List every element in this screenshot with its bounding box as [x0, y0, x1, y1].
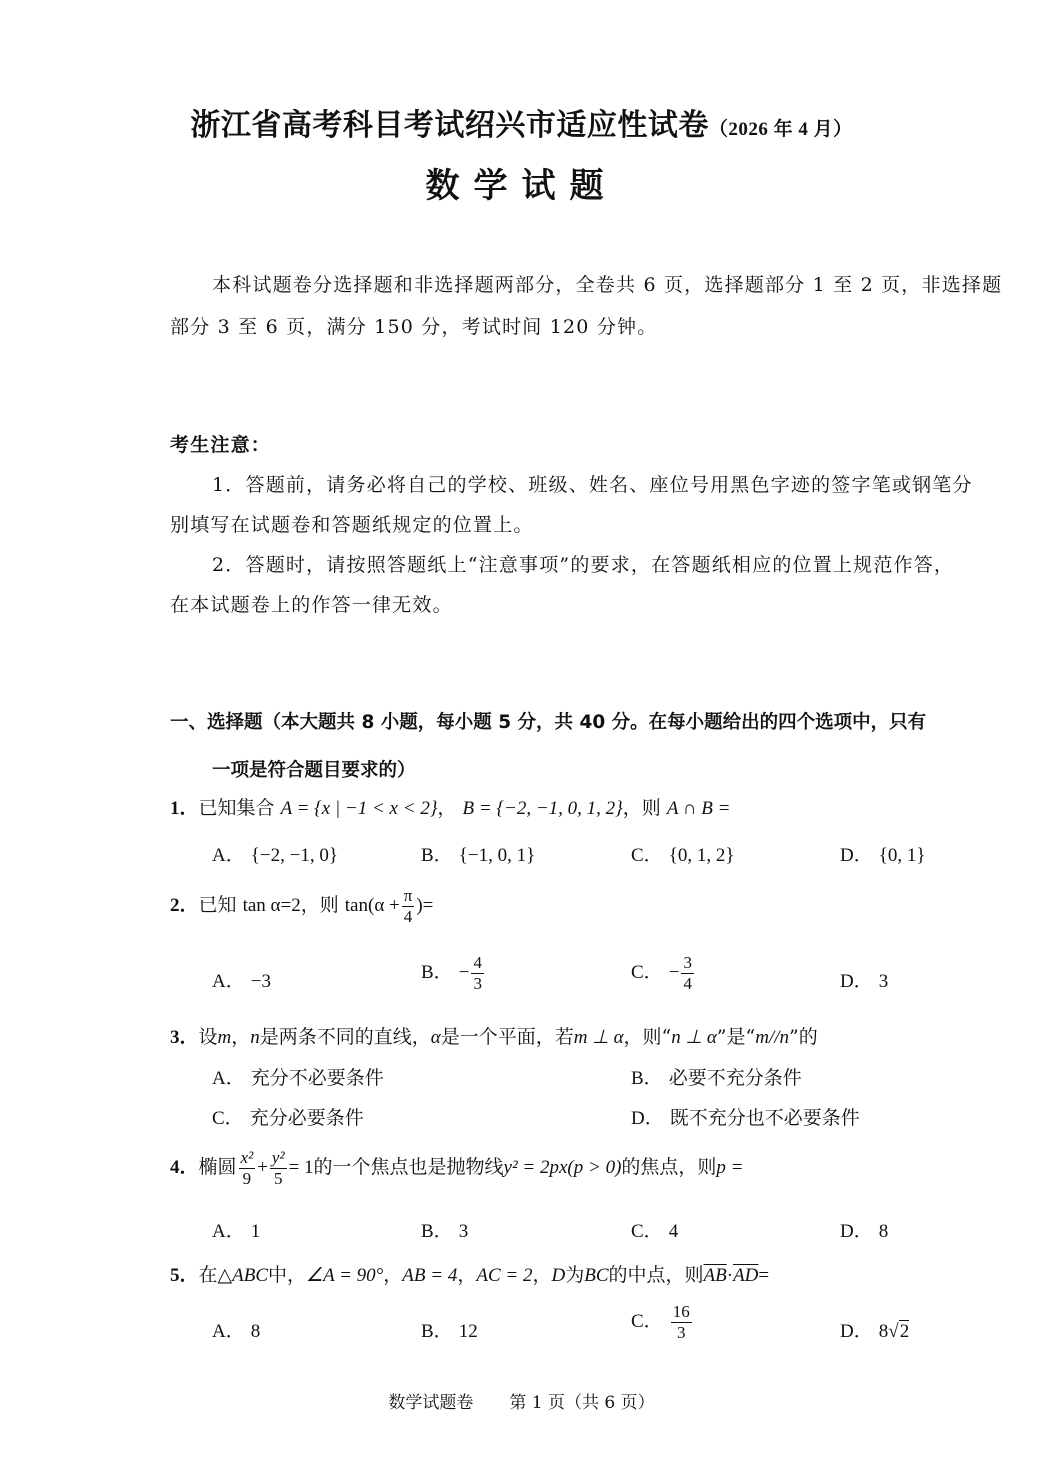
question-text: ， [532, 1264, 552, 1286]
q5-option-b [421, 1316, 478, 1343]
sqrt-symbol: √ [888, 1321, 899, 1342]
q3-option-d [631, 1103, 860, 1130]
option-label: D． [840, 971, 873, 992]
option-value: 充分必要条件 [249, 1107, 364, 1129]
fraction-numerator: y² [271, 1148, 285, 1167]
option-label: B． [421, 1221, 453, 1242]
q4-option-b [421, 1216, 468, 1243]
question-text: 中， [268, 1264, 307, 1286]
footer-page-number: 第 1 页（共 6 页） [509, 1393, 655, 1413]
option-label: B． [421, 845, 453, 866]
q5-option-d [840, 1316, 909, 1343]
q3-option-a [212, 1063, 384, 1090]
fraction-numerator: 16 [672, 1302, 690, 1321]
question-text: 为 [565, 1264, 585, 1286]
option-sign: − [458, 962, 470, 984]
question-text: ， [383, 1264, 403, 1286]
option-value: {0, 1} [878, 845, 926, 866]
parabola-equation: y² = 2px(p > 0) [503, 1157, 622, 1179]
vector-ab: $\overline{AB}$ [703, 1265, 727, 1286]
question-1 [170, 793, 731, 820]
exam-title [0, 100, 1043, 144]
q1-option-c [631, 840, 734, 867]
fraction-numerator: π [403, 886, 413, 905]
notice-item-1-line-2: 别填写在试题卷和答题纸规定的位置上。 [170, 514, 534, 536]
option-label: A． [212, 971, 245, 992]
vector-ad: $\overline{AD}$ [733, 1265, 759, 1286]
dot-operator: · [726, 1265, 734, 1286]
intro-line-2: 部分 3 至 6 页，满分 150 分，考试时间 120 分钟。 [170, 316, 658, 338]
option-value: 12 [458, 1321, 478, 1342]
question-text: ，则 [300, 894, 339, 917]
fraction-numerator: x² [240, 1148, 254, 1167]
option-label: C． [631, 845, 663, 866]
option-coefficient: 8 [878, 1321, 889, 1342]
fraction [239, 1148, 256, 1188]
q5-option-c [631, 1302, 694, 1342]
option-value: 4 [668, 1221, 679, 1242]
plus-sign: + [257, 1157, 268, 1179]
question-5 [170, 1260, 769, 1287]
q2-option-b [421, 953, 486, 993]
q1-option-d [840, 840, 926, 867]
q5-option-a [212, 1316, 260, 1343]
question-2 [170, 886, 433, 926]
question-number: 4． [170, 1157, 199, 1179]
question-text: ”是“ [716, 1026, 756, 1048]
option-label: C． [631, 1311, 663, 1333]
option-label: D． [840, 1321, 873, 1342]
q2-option-c [631, 953, 696, 993]
question-text: ，则“ [623, 1026, 672, 1048]
var-alpha: α [430, 1027, 441, 1048]
var-m: m [217, 1027, 232, 1048]
question-text: 是一个平面，若 [440, 1026, 574, 1048]
option-value: 1 [250, 1221, 261, 1242]
exam-title-text: 浙江省高考科目考试绍兴市适应性试卷 [190, 108, 709, 143]
question-text: 已知 [198, 894, 237, 917]
question-text: 在△ [198, 1264, 233, 1286]
notice-item-1-line-1: 1．答题前，请务必将自己的学校、班级、姓名、座位号用黑色字迹的签字笔或钢笔分 [212, 474, 973, 496]
proposition-1: n ⊥ α [671, 1027, 717, 1048]
notice-item-2-line-1: 2．答题时，请按照答题纸上“注意事项”的要求，在答题纸相应的位置上规范作答， [212, 554, 955, 576]
fraction-denominator: 5 [273, 1168, 283, 1188]
q4-option-a [212, 1216, 260, 1243]
option-value: 既不充分也不必要条件 [669, 1107, 860, 1129]
sqrt-radicand: 2 [899, 1321, 910, 1342]
question-ask: tan(α + [344, 895, 400, 917]
question-text: 已知集合 [198, 797, 275, 819]
option-label: A． [212, 1321, 245, 1342]
question-3 [170, 1022, 818, 1049]
page-footer [0, 1388, 1043, 1413]
question-text: ，则 [622, 797, 661, 819]
option-value: 充分不必要条件 [250, 1067, 384, 1089]
fraction-denominator: 4 [403, 906, 413, 926]
option-label: D． [631, 1108, 664, 1129]
condition-ab: AB = 4 [402, 1265, 458, 1286]
separator: ， [437, 797, 457, 819]
footer-exam-name: 数学试题卷 [388, 1393, 474, 1413]
q3-option-c [212, 1103, 364, 1130]
fraction [270, 1148, 287, 1188]
question-number: 5． [170, 1265, 199, 1286]
option-label: C． [631, 962, 663, 984]
q4-option-c [631, 1216, 678, 1243]
condition-angle: ∠A = 90° [306, 1265, 384, 1286]
set-a: A = {x | −1 < x < 2} [280, 798, 438, 819]
q2-option-d [840, 966, 888, 993]
fraction [671, 1302, 692, 1342]
notice-heading: 考生注意： [170, 434, 272, 456]
segment-bc: BC [584, 1265, 609, 1286]
given: tan α=2 [242, 895, 301, 917]
fraction [471, 953, 484, 993]
fraction-denominator: 4 [683, 973, 692, 993]
exam-date: （2026 年 4 月） [708, 119, 853, 140]
option-value: {0, 1, 2} [668, 845, 735, 866]
question-text: 椭圆 [198, 1156, 237, 1179]
option-value: {−2, −1, 0} [250, 845, 338, 866]
q2-option-a [212, 966, 271, 993]
option-label: A． [212, 845, 245, 866]
fraction-numerator: 3 [683, 953, 692, 972]
question-number: 2． [170, 895, 199, 917]
question-text: 的中点，则 [608, 1264, 704, 1286]
question-4 [170, 1148, 744, 1188]
option-sign: − [668, 962, 680, 984]
exam-subtitle: 数学试题 [425, 166, 618, 206]
option-value: 3 [458, 1221, 469, 1242]
option-label: A． [212, 1221, 245, 1242]
section-heading-line-2: 一项是符合题目要求的） [212, 760, 416, 781]
q3-option-b [631, 1063, 802, 1090]
fraction-denominator: 9 [242, 1168, 252, 1188]
fraction-denominator: 3 [473, 973, 482, 993]
section-heading-line-1: 一、选择题（本大题共 8 小题，每小题 5 分，共 40 分。在每小题给出的四个选项中，只有 [170, 712, 927, 733]
question-text: 的焦点，则 [621, 1156, 717, 1179]
q4-option-d [840, 1216, 888, 1243]
question-ask: A ∩ B = [666, 798, 731, 819]
question-text: 的一个焦点也是抛物线 [313, 1156, 504, 1179]
option-value: 8 [250, 1321, 261, 1342]
question-text: ”的 [789, 1026, 818, 1048]
point-d: D [551, 1265, 566, 1286]
proposition-2: m//n [755, 1027, 790, 1048]
set-b: B = {−2, −1, 0, 1, 2} [462, 798, 623, 819]
notice-item-2-line-2: 在本试题卷上的作答一律无效。 [170, 594, 453, 616]
equals-sign: = [758, 1265, 770, 1286]
question-ask-end: )= [416, 895, 434, 917]
question-number: 1． [170, 798, 199, 819]
option-label: A． [212, 1068, 245, 1089]
fraction [681, 953, 694, 993]
q1-option-b [421, 840, 535, 867]
equation-rhs: = 1 [288, 1157, 314, 1179]
question-number: 3． [170, 1027, 199, 1048]
option-value: {−1, 0, 1} [458, 845, 536, 866]
option-label: B． [421, 962, 453, 984]
option-value: 8 [878, 1221, 889, 1242]
option-value: −3 [250, 971, 271, 992]
option-label: C． [212, 1108, 244, 1129]
option-label: B． [631, 1068, 663, 1089]
option-value: 3 [878, 971, 889, 992]
q1-option-a [212, 840, 338, 867]
fraction [402, 886, 415, 926]
question-ask: p = [716, 1157, 744, 1179]
question-text: 设 [198, 1026, 218, 1048]
option-value: 必要不充分条件 [668, 1067, 802, 1089]
question-text: 是两条不同的直线， [259, 1026, 431, 1048]
condition-ac: AC = 2 [476, 1265, 533, 1286]
option-label: D． [840, 845, 873, 866]
question-text: ， [457, 1264, 477, 1286]
fraction-numerator: 4 [473, 953, 482, 972]
option-label: D． [840, 1221, 873, 1242]
intro-line-1: 本科试题卷分选择题和非选择题两部分，全卷共 6 页，选择题部分 1 至 2 页，非选择题 [212, 274, 1003, 296]
option-label: B． [421, 1321, 453, 1342]
question-text: ， [231, 1026, 251, 1048]
condition: m ⊥ α [573, 1027, 624, 1048]
fraction-denominator: 3 [676, 1322, 686, 1342]
option-label: C． [631, 1221, 663, 1242]
var-n: n [250, 1027, 260, 1048]
triangle-name: ABC [232, 1265, 269, 1286]
